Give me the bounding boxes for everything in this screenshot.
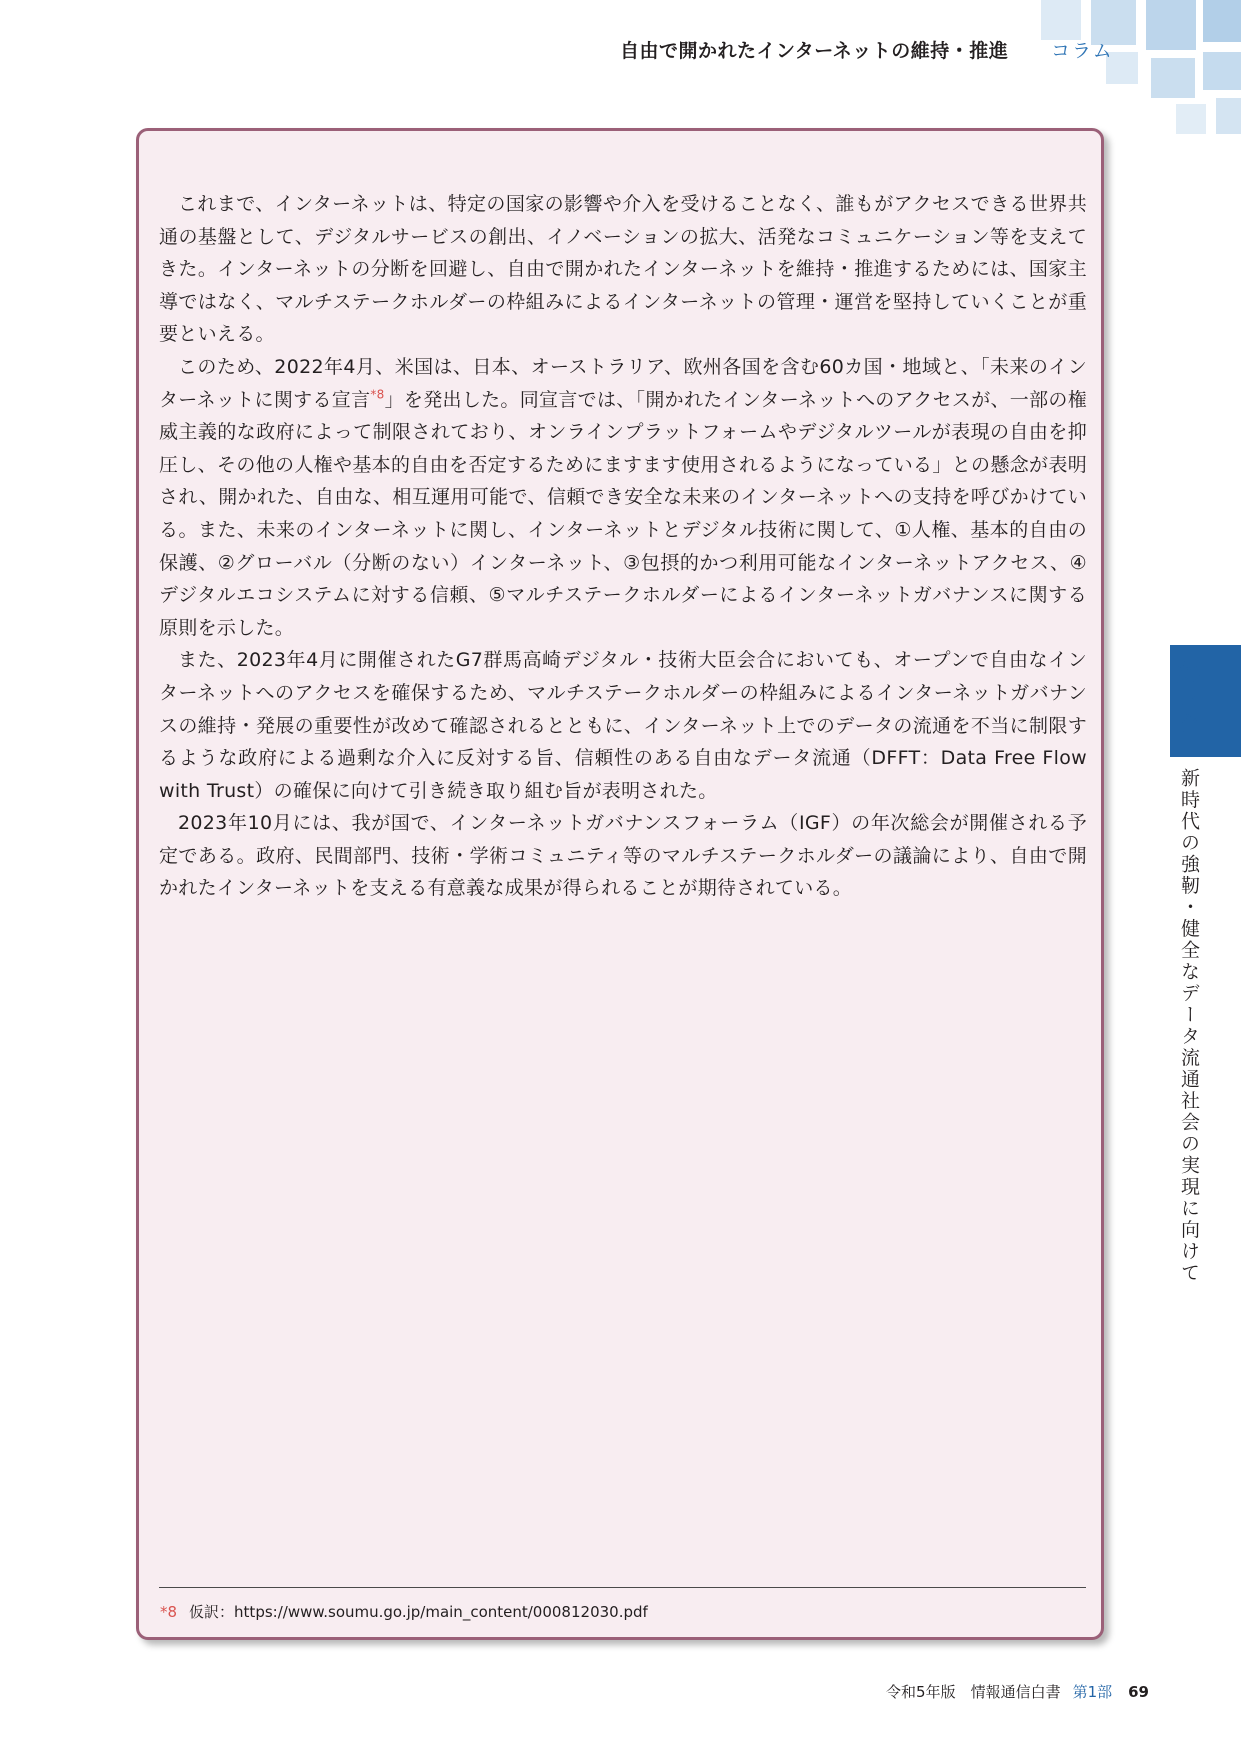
part-label: 第1部: [1072, 1683, 1113, 1701]
footnote-divider: [159, 1587, 1086, 1588]
page-footer: [886, 1681, 1149, 1702]
paragraph: 2023年10月には、我が国で、インターネットガバナンスフォーラム（IGF）の年次総会が開催される予定である。政府、民間部門、技術・学術コミュニティ等のマルチステークホルダーの議論により、自由で開かれたインターネットを支える有意義な成果が得られることが期待されている。: [159, 812, 1087, 900]
footnote-mark: *8: [160, 1603, 178, 1621]
column-body: [159, 188, 1087, 905]
publication-name: 令和5年版 情報通信白書: [886, 1683, 1061, 1701]
paragraph-text: 」を発出した。同宣言では、「開かれたインターネットへのアクセスが、一部の権威主義的な政府によって制限されており、オンラインプラットフォームやデジタルツールが表現の自由を抑圧し、その他の人権や基本的自由を否定するためにますます使用されるようになっている」との懸念が表明され、開かれた、自由な、相互運用可能で、信頼でき安全な未来のインターネットへの支持を呼びかけている。また、未来のインターネットに関し、インターネットとデジタル技術に関して、①人権、基本的自由の保護、②グローバル（分断のない）インターネット、③包摂的かつ利用可能なインターネットアクセス、④デジタルエコシステムに対する信頼、⑤マルチステークホルダーによるインターネットガバナンスに関する原則を示した。: [159, 388, 1087, 639]
chapter-number: 3: [1180, 686, 1198, 714]
chapter-label-top: 第: [1177, 659, 1201, 687]
paragraph: [159, 351, 1087, 644]
column-label: コラム: [1051, 40, 1114, 62]
paragraph: これまで、インターネットは、特定の国家の影響や介入を受けることなく、誰もがアクセスできる世界共通の基盤として、デジタルサービスの創出、イノベーションの拡大、活発なコミュニケーション等を支えてきた。インターネットの分断を回避し、自由で開かれたインターネットを維持・推進するためには、国家主導ではなく、マルチステークホルダーの枠組みによるインターネットの管理・運営を堅持していくことが重要といえる。: [159, 193, 1087, 346]
paragraph-text: このため、2022年4月、米国は、日本、オーストラリア、欧州各国を含む60カ国・地域と、「未来のインターネットに関する宣言: [159, 355, 1087, 411]
page-number: 69: [1128, 1683, 1149, 1701]
chapter-label: [1166, 660, 1212, 741]
running-header-title: 自由で開かれたインターネットの維持・推進: [620, 40, 1009, 62]
footnote-reference[interactable]: *8: [370, 387, 385, 402]
chapter-label-bottom: 章: [1177, 713, 1201, 741]
header-decoration: [971, 0, 1241, 140]
chapter-title: 新時代の強靭・健全なデータ流通社会の実現に向けて: [1178, 768, 1200, 1284]
footnote-text[interactable]: 仮訳：https://www.soumu.go.jp/main_content/000812030.pdf: [189, 1603, 648, 1621]
paragraph: また、2023年4月に開催されたG7群馬高崎デジタル・技術大臣会合においても、オープンで自由なインターネットへのアクセスを確保するため、マルチステークホルダーの枠組みによるインターネットガバナンスの維持・発展の重要性が改めて確認されるとともに、インターネット上でのデータの流通を不当に制限するような政府による過剰な介入に反対する旨、信頼性のある自由なデータ流通（DFFT：Data Free Flow with Trust）の確保に向けて引き続き取り組む旨が表明された。: [159, 649, 1087, 802]
footnote: [160, 1601, 1080, 1622]
